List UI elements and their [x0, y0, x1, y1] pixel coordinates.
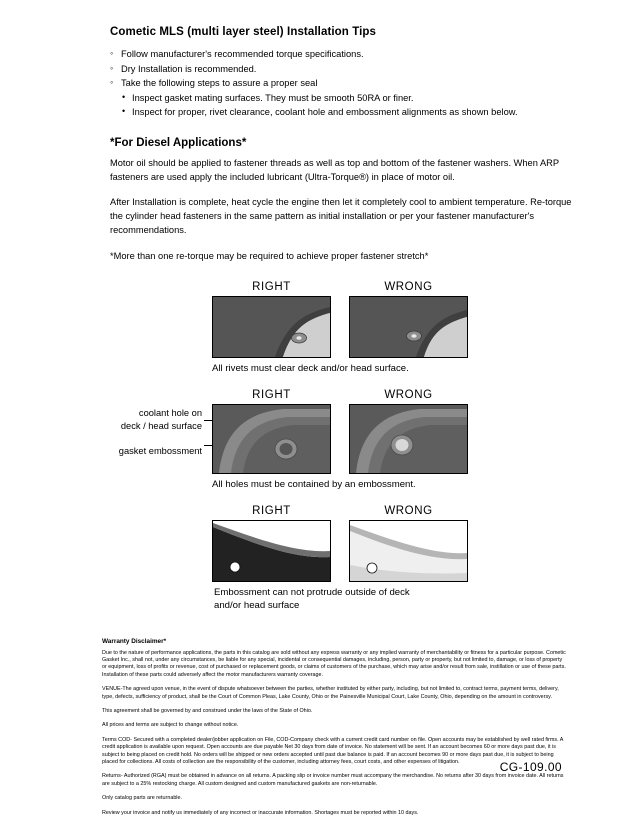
- warranty-paragraph: Only catalog parts are returnable.: [102, 795, 183, 802]
- figure-caption-protrusion-line2: and/or head surface: [214, 599, 300, 611]
- list-item: ◦ Follow manufacturer's recommended torque specifications.: [110, 47, 578, 62]
- diesel-paragraph-1: Motor oil should be applied to fastener threads as well as top and bottom of the fastener washers. When ARP fasteners are used apply the included lubricant (Ultra-Torque®) in place of motor oil.: [110, 157, 559, 182]
- figure-image-protrusion-right: [212, 520, 331, 582]
- figure-row-rivet-clearance: [212, 281, 578, 358]
- figure-right-rivet: [212, 281, 331, 358]
- callout-coolant-hole-line1: coolant hole on: [138, 407, 202, 418]
- figure-caption-protrusion-line1: Embossment can not protrude outside of deck: [214, 586, 410, 598]
- warranty-paragraph: This agreement shall be governed by and construed under the laws of the State of Ohio.: [102, 707, 313, 714]
- list-item: ◦ Take the following steps to assure a proper seal: [110, 76, 578, 91]
- figure-image-protrusion-wrong: [349, 520, 468, 582]
- figure-wrong-rivet: [349, 281, 468, 358]
- figure-image-rivet-wrong: [349, 296, 468, 358]
- figure-image-embossment-right: [212, 404, 331, 474]
- figure-row-embossment: [212, 389, 578, 474]
- figure-label-right: RIGHT: [252, 504, 291, 517]
- warranty-section: [102, 638, 568, 817]
- rivet-right-diagram: [213, 297, 330, 357]
- document-number: CG-109.00: [499, 760, 562, 774]
- callout-labels: [62, 407, 202, 458]
- figure-right-embossment: [212, 389, 331, 474]
- figure-label-wrong: WRONG: [384, 504, 433, 517]
- figures-container: [40, 281, 578, 612]
- retorque-note: *More than one re-torque may be required to achieve proper fastener stretch*: [110, 250, 429, 261]
- figure-caption-embossment: All holes must be contained by an embossment.: [212, 478, 416, 490]
- figure-label-wrong: WRONG: [384, 280, 433, 293]
- installation-tips-list: [40, 47, 578, 91]
- protrusion-right-diagram: [213, 521, 330, 581]
- warranty-paragraph: Due to the nature of performance applications, the parts in this catalog are sold without any express warranty or any implied warranty of merchantability or fitness for a particular purpose. Cometic Gasket Inc., shall not, under any circumstances, be liable for any special, incidental or consequential damages, including, person, party or property, but not limited to, damage, or loss of property or equipment, loss of profits or revenue, cost of purchased or replacement goods, or claims of customers of the purchase, which may arise and/or result from sale, instillation or use of these parts. Installation of these parts could adversely affect the motor manufacturers warranty coverage.: [102, 649, 566, 678]
- page-title: Cometic MLS (multi layer steel) Installation Tips: [110, 26, 377, 38]
- diesel-paragraph-2: After Installation is complete, heat cycle the engine then let it completely cool to ambient temperature. Re-torque the cylinder head fasteners in the same pattern as initial installation or per your fastener manufacturer's recommendations.: [110, 196, 572, 236]
- warranty-paragraph: VENUE-The agreed upon venue, in the event of dispute whatsoever between the parties, whether instituted by either party, including, but not limited to, contract terms, payment terms, delivery, type, defects, sufficiency of product, shall be the Court of Common Pleas, Lake County, Ohio or the Painesville Municipal Court, Lake County, Ohio, depending on the amount in controversy.: [102, 686, 559, 700]
- figure-label-wrong: WRONG: [384, 388, 433, 401]
- list-item: • Inspect for proper, rivet clearance, coolant hole and embossment alignments as shown below.: [122, 105, 578, 120]
- warranty-heading: Warranty Disclaimer*: [102, 637, 167, 645]
- list-item: • Inspect gasket mating surfaces. They must be smooth 50RA or finer.: [122, 91, 578, 106]
- figure-wrong-protrusion: [349, 505, 468, 582]
- protrusion-wrong-diagram: [350, 521, 467, 581]
- list-item: ◦ Dry Installation is recommended.: [110, 62, 578, 77]
- embossment-wrong-diagram: [350, 405, 467, 473]
- warranty-paragraph: Terms COD- Secured with a completed dealer/jobber application on File, COD-Company check with a current credit card number on file. Open accounts may be established by well rated firms. A credit application is available upon request. Open accounts are due payable Net 30 days from date of invoice. No statement will be sent. If an account becomes 60 or more days past due, it is subject to being placed on credit hold. No orders will be shipped or new orders accepted until past due balance is paid. If an account becomes 90 or more days past due, it is subject to being placed for collections. All costs of collection are the responsibility of the customer, including attorney fees, court costs, and other expenses of litigation.: [102, 736, 564, 765]
- figure-image-embossment-wrong: [349, 404, 468, 474]
- figure-image-rivet-right: [212, 296, 331, 358]
- installation-tips-sublist: [110, 91, 578, 120]
- figure-wrong-embossment: [349, 389, 468, 474]
- figure-row-embossment-wrap: [118, 388, 578, 474]
- figure-row-protrusion: [212, 505, 578, 582]
- figure-label-right: RIGHT: [252, 388, 291, 401]
- figure-caption-rivet: All rivets must clear deck and/or head surface.: [212, 362, 409, 374]
- callout-coolant-hole-line2: deck / head surface: [120, 420, 202, 431]
- rivet-wrong-diagram: [350, 297, 467, 357]
- embossment-right-diagram: [213, 405, 330, 473]
- figure-label-right: RIGHT: [252, 280, 291, 293]
- warranty-paragraph: Returns- Authorized (RGA) must be obtained in advance on all returns. A packing slip or invoice number must accompany the merchandise. No returns after 30 days from invoice date. All returns are subject to a 25% restocking charge. All custom designed and custom manufactured gaskets are non-returnable.: [102, 773, 564, 787]
- figure-right-protrusion: [212, 505, 331, 582]
- callout-gasket-embossment: gasket embossment: [118, 445, 202, 456]
- warranty-paragraph: Review your invoice and notify us immediately of any incorrect or inaccurate information. Shortages must be reported within 10 days.: [102, 809, 419, 816]
- diesel-section-heading: *For Diesel Applications*: [110, 136, 247, 149]
- warranty-paragraph: All prices and terms are subject to change without notice.: [102, 722, 239, 729]
